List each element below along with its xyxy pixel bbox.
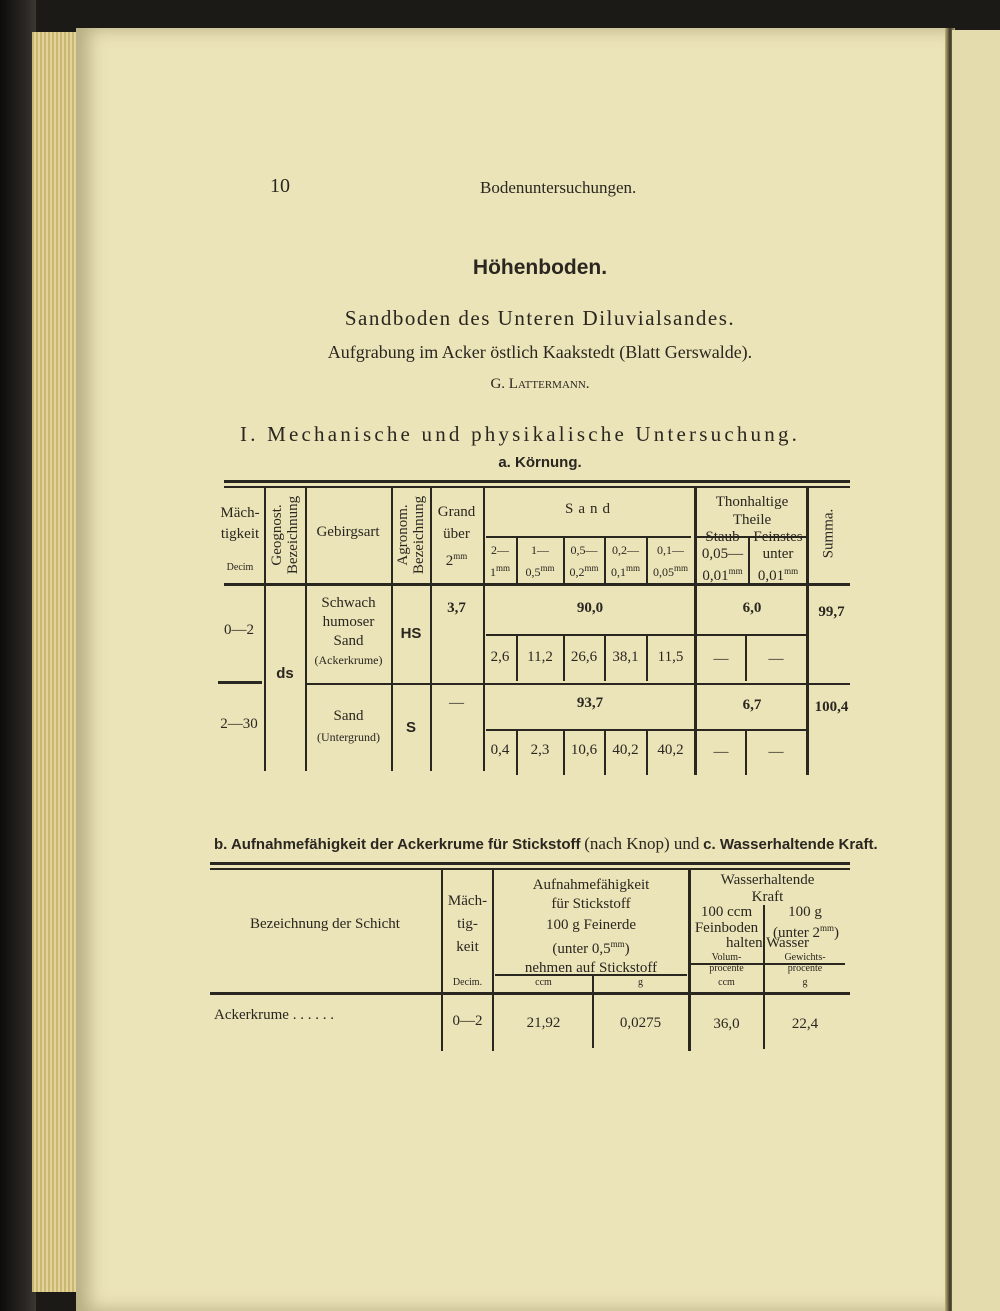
row2-sand-total: 93,7 [576,695,604,711]
row1-sand-5: 11,5 [657,649,684,665]
header-sand-col-5: 0,1— $0,05^{mm}$ [652,543,688,579]
row2-sand-2: 2,3 [530,742,550,758]
t2-unit-ccm: ccm [535,977,552,988]
row1-staub: — [713,651,729,667]
geognost-value: ds [276,665,294,682]
header-summa: Summa. [820,508,837,559]
col-line-5 [483,487,485,771]
header-gebirgsart: Gebirgsart [316,524,380,540]
t2-row-volum: 36,0 [713,1016,740,1032]
t2-header-maecht: Mäch- tig- keit [447,893,488,955]
book-spine [0,0,36,1311]
row2-agronom: S [405,719,416,736]
t2-header-aufnahme: Aufnahmefähigkeit für Stickstoff 100 g Feinerde (unter $0,5^{mm}$) nehmen auf Stickstoff [524,877,658,976]
t2-unit-g: g [638,977,643,988]
row1-depth: 0—2 [224,622,254,638]
t2-header-schicht: Bezeichnung der Schicht [250,916,400,932]
table2-top-rule-2 [210,868,850,870]
page-title: Höhenboden. [472,256,608,279]
subtitle: Sandboden des Unteren Diluvialsandes. [344,306,736,330]
row2-sand-5: 40,2 [657,742,684,758]
header-geognost: Geognost. Bezeichnung [269,495,301,575]
t2-row-name: Ackerkrume . . . . . . [214,1007,334,1023]
row1-sand-1: 2,6 [490,649,510,665]
section-1-title: I. Mechanische und physikalische Untersuchung. [240,422,801,446]
row1-agronom: HS [400,625,422,642]
table2-top-rule [210,862,850,865]
t2-header-feinboden: Feinboden [694,920,759,936]
row2-sand-1: 0,4 [490,742,510,758]
t2-row-g: 0,0275 [619,1015,662,1031]
row1-sand-4: 38,1 [612,649,639,665]
t2-header-volum: Volum- procente [709,952,744,974]
row2-depth: 2—30 [220,716,258,732]
header-thon: Thonhaltige Theile [715,494,789,528]
row2-thon-total: 6,7 [742,697,762,713]
t2-header-100ccm: 100 ccm [700,904,753,920]
t2-header-halten: halten Wasser [725,935,810,951]
t2-header-unter2: (unter $2^{mm}$) [772,923,840,941]
header-sand-col-1: 2— $1^{mm}$ [489,543,510,579]
t2-row-gewicht: 22,4 [791,1016,819,1032]
row1-thon-total: 6,0 [742,600,762,616]
t2-unit-gewicht-g: g [802,977,808,988]
facing-page [952,30,1000,1311]
t2-col-line-2 [492,869,494,1051]
table2-header-rule [210,992,850,995]
running-title: Bodenuntersuchungen. [480,178,637,197]
header-sand-col-4: 0,2— $0,1^{mm}$ [610,543,640,579]
t2-row-depth: 0—2 [452,1013,483,1029]
t2-header-100g: 100 g [788,904,822,920]
section-bc-title: b. Aufnahmefähigkeit der Ackerkrume für Stickstoff (nach Knop) und c. Wasserhaltende Kraft. [214,834,878,853]
t2-row-ccm: 21,92 [526,1015,561,1031]
header-agronom: Agronom. Bezeichnung [395,495,427,575]
row1-thon-rule [696,634,808,636]
t2-header-gewicht: Gewichts- procente [784,952,826,974]
location-line: Aufgrabung im Acker östlich Kaakstedt (Blatt Gerswalde). [327,342,753,362]
t2-header-wasser: Wasserhaltende Kraft [720,872,815,905]
row2-gebirgsart: Sand (Untergrund) [316,708,381,744]
row2-grand: — [449,695,464,711]
row1-grand: 3,7 [447,600,466,616]
header-sand: Sand [565,501,615,517]
row-divider [305,683,850,685]
row2-sand-3: 10,6 [570,742,598,758]
header-feinstes: Feinstes unter $0,01^{mm}$ [753,529,803,584]
table1-top-rule [224,480,850,483]
row2-thon-rule [696,729,808,731]
row2-staub: — [713,744,729,760]
row2-feinstes: — [768,744,784,760]
header-sand-col-3: 0,5— $0,2^{mm}$ [569,543,599,579]
row1-sand-rule [486,634,696,636]
depth-divider [218,681,262,684]
table1-top-rule-2 [224,486,850,488]
page-edges [32,32,82,1292]
header-maechtigkeit: Mäch- tigkeit [220,505,260,542]
row2-summa: 100,4 [814,699,849,715]
header-decim: Decim [226,562,254,573]
page-number: 10 [270,175,290,197]
row1-sand-3: 26,6 [570,649,598,665]
t2-header-decim: Decim. [452,977,483,988]
section-1a-title: a. Körnung. [498,454,582,471]
row1-sand-2: 11,2 [527,649,553,665]
row1-feinstes: — [768,651,784,667]
t2-unit-volum-ccm: ccm [718,977,735,988]
col-line-1 [264,487,266,771]
row1-summa: 99,7 [818,604,845,620]
header-grand: Grand über $2^{mm}$ [437,504,476,569]
row1-sand-total: 90,0 [576,600,604,616]
author: G. Lattermann. [490,376,590,392]
header-sand-col-2: 1— $0,5^{mm}$ [525,543,555,579]
row2-sand-4: 40,2 [612,742,639,758]
row1-gebirgsart: Schwach humoser Sand (Ackerkrume) [314,595,383,667]
header-staub: Staub 0,05— $0,01^{mm}$ [701,529,744,584]
row2-sand-rule [486,729,696,731]
book-page [76,28,950,1311]
